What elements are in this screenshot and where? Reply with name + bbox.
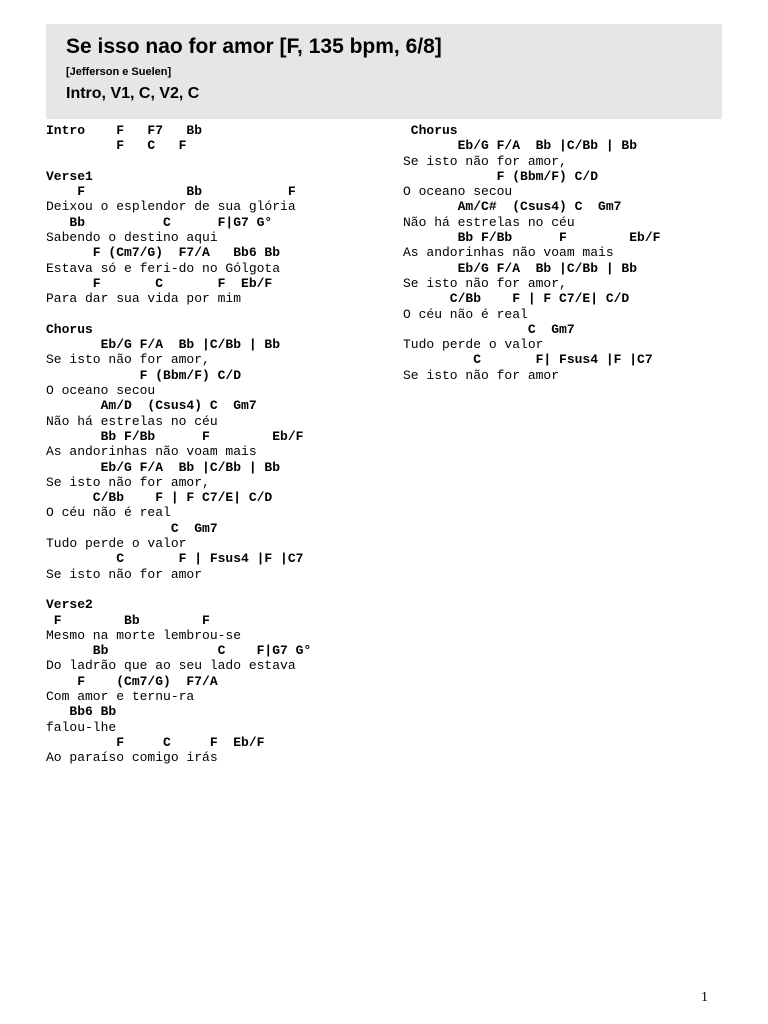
page-number: 1 — [701, 990, 708, 1005]
lyric-line: O céu não é real — [403, 306, 528, 322]
lyric-line: Sabendo o destino aqui — [46, 230, 218, 246]
chord-line: F (Cm7/G) F7/A Bb6 Bb — [46, 245, 281, 261]
blank-line — [46, 307, 311, 322]
lyric-line: Tudo perde o valor — [403, 337, 544, 353]
song-header — [46, 24, 722, 119]
chord-line: Am/D (Csus4) C Gm7 — [46, 398, 257, 414]
chord-line: C Gm7 — [403, 321, 575, 337]
chord-line: Bb6 Bb — [46, 704, 117, 720]
blank-line — [46, 582, 311, 597]
chord-line: Bb C F|G7 G° — [46, 643, 312, 659]
song-structure: Intro, V1, C, V2, C — [66, 85, 200, 102]
section-heading: Verse1 — [46, 168, 93, 184]
lyric-line: Se isto não for amor — [403, 367, 560, 383]
chord-line: Bb F/Bb F Eb/F — [403, 230, 661, 246]
chord-line: C/Bb F | F C7/E| C/D — [403, 291, 630, 307]
section-heading: Chorus — [46, 321, 93, 337]
chord-line: F (Cm7/G) F7/A — [46, 673, 218, 689]
lyric-line: Com amor e ternu-ra — [46, 688, 195, 704]
left-column — [46, 123, 311, 765]
chord-line: Am/C# (Csus4) C Gm7 — [403, 199, 622, 215]
lyric-line: Deixou o esplendor de sua glória — [46, 199, 296, 215]
chord-line: Bb F/Bb F Eb/F — [46, 428, 304, 444]
chord-line: Eb/G F/A Bb |C/Bb | Bb — [46, 337, 281, 353]
chord-line: F C F Eb/F — [46, 734, 265, 750]
lyric-line: Não há estrelas no céu — [46, 413, 218, 429]
chord-line: Bb C F|G7 G° — [46, 214, 273, 230]
chord-line: F C F — [46, 138, 187, 154]
right-column — [403, 123, 660, 383]
chord-line: F (Bbm/F) C/D — [403, 168, 599, 184]
lyric-line: O oceano secou — [403, 184, 513, 200]
chord-line: Intro F F7 Bb — [46, 123, 203, 138]
lyric-line: Para dar sua vida por mim — [46, 291, 242, 307]
chord-line: Eb/G F/A Bb |C/Bb | Bb — [46, 459, 281, 475]
chord-line: Eb/G F/A Bb |C/Bb | Bb — [403, 260, 638, 276]
chord-line: C/Bb F | F C7/E| C/D — [46, 490, 273, 506]
lyric-line: Se isto não for amor, — [403, 153, 567, 169]
blank-line — [46, 154, 311, 169]
lyric-line: Do ladrão que ao seu lado estava — [46, 658, 296, 674]
chord-line: Eb/G F/A Bb |C/Bb | Bb — [403, 138, 638, 154]
chord-line: F Bb F — [46, 184, 296, 200]
lyric-line: As andorinhas não voam mais — [46, 444, 257, 460]
song-authors: [Jefferson e Suelen] — [66, 66, 172, 78]
section-heading: Chorus — [403, 123, 458, 138]
lyric-line: Se isto não for amor — [46, 566, 203, 582]
lyric-line: Mesmo na morte lembrou-se — [46, 627, 242, 643]
chord-line: C F | Fsus4 |F |C7 — [46, 551, 304, 567]
lyric-line: Se isto não for amor, — [46, 474, 210, 490]
song-title: Se isso nao for amor [F, 135 bpm, 6/8] — [66, 35, 442, 58]
lyric-line: Estava só e feri-do no Gólgota — [46, 260, 281, 276]
chord-line: F C F Eb/F — [46, 275, 273, 291]
lyric-line: falou-lhe — [46, 719, 117, 735]
lyric-line: Ao paraíso comigo irás — [46, 750, 218, 766]
chord-line: C Gm7 — [46, 520, 218, 536]
chord-line: C F| Fsus4 |F |C7 — [403, 352, 653, 368]
lyric-line: Se isto não for amor, — [403, 275, 567, 291]
chord-line: F Bb F — [46, 612, 210, 628]
lyric-line: Se isto não for amor, — [46, 352, 210, 368]
lyric-line: As andorinhas não voam mais — [403, 245, 614, 261]
lyric-line: Não há estrelas no céu — [403, 214, 575, 230]
lyric-line: O céu não é real — [46, 505, 171, 521]
section-heading: Verse2 — [46, 597, 93, 613]
lyric-line: O oceano secou — [46, 383, 156, 399]
lyric-line: Tudo perde o valor — [46, 536, 187, 552]
chord-line: F (Bbm/F) C/D — [46, 367, 242, 383]
